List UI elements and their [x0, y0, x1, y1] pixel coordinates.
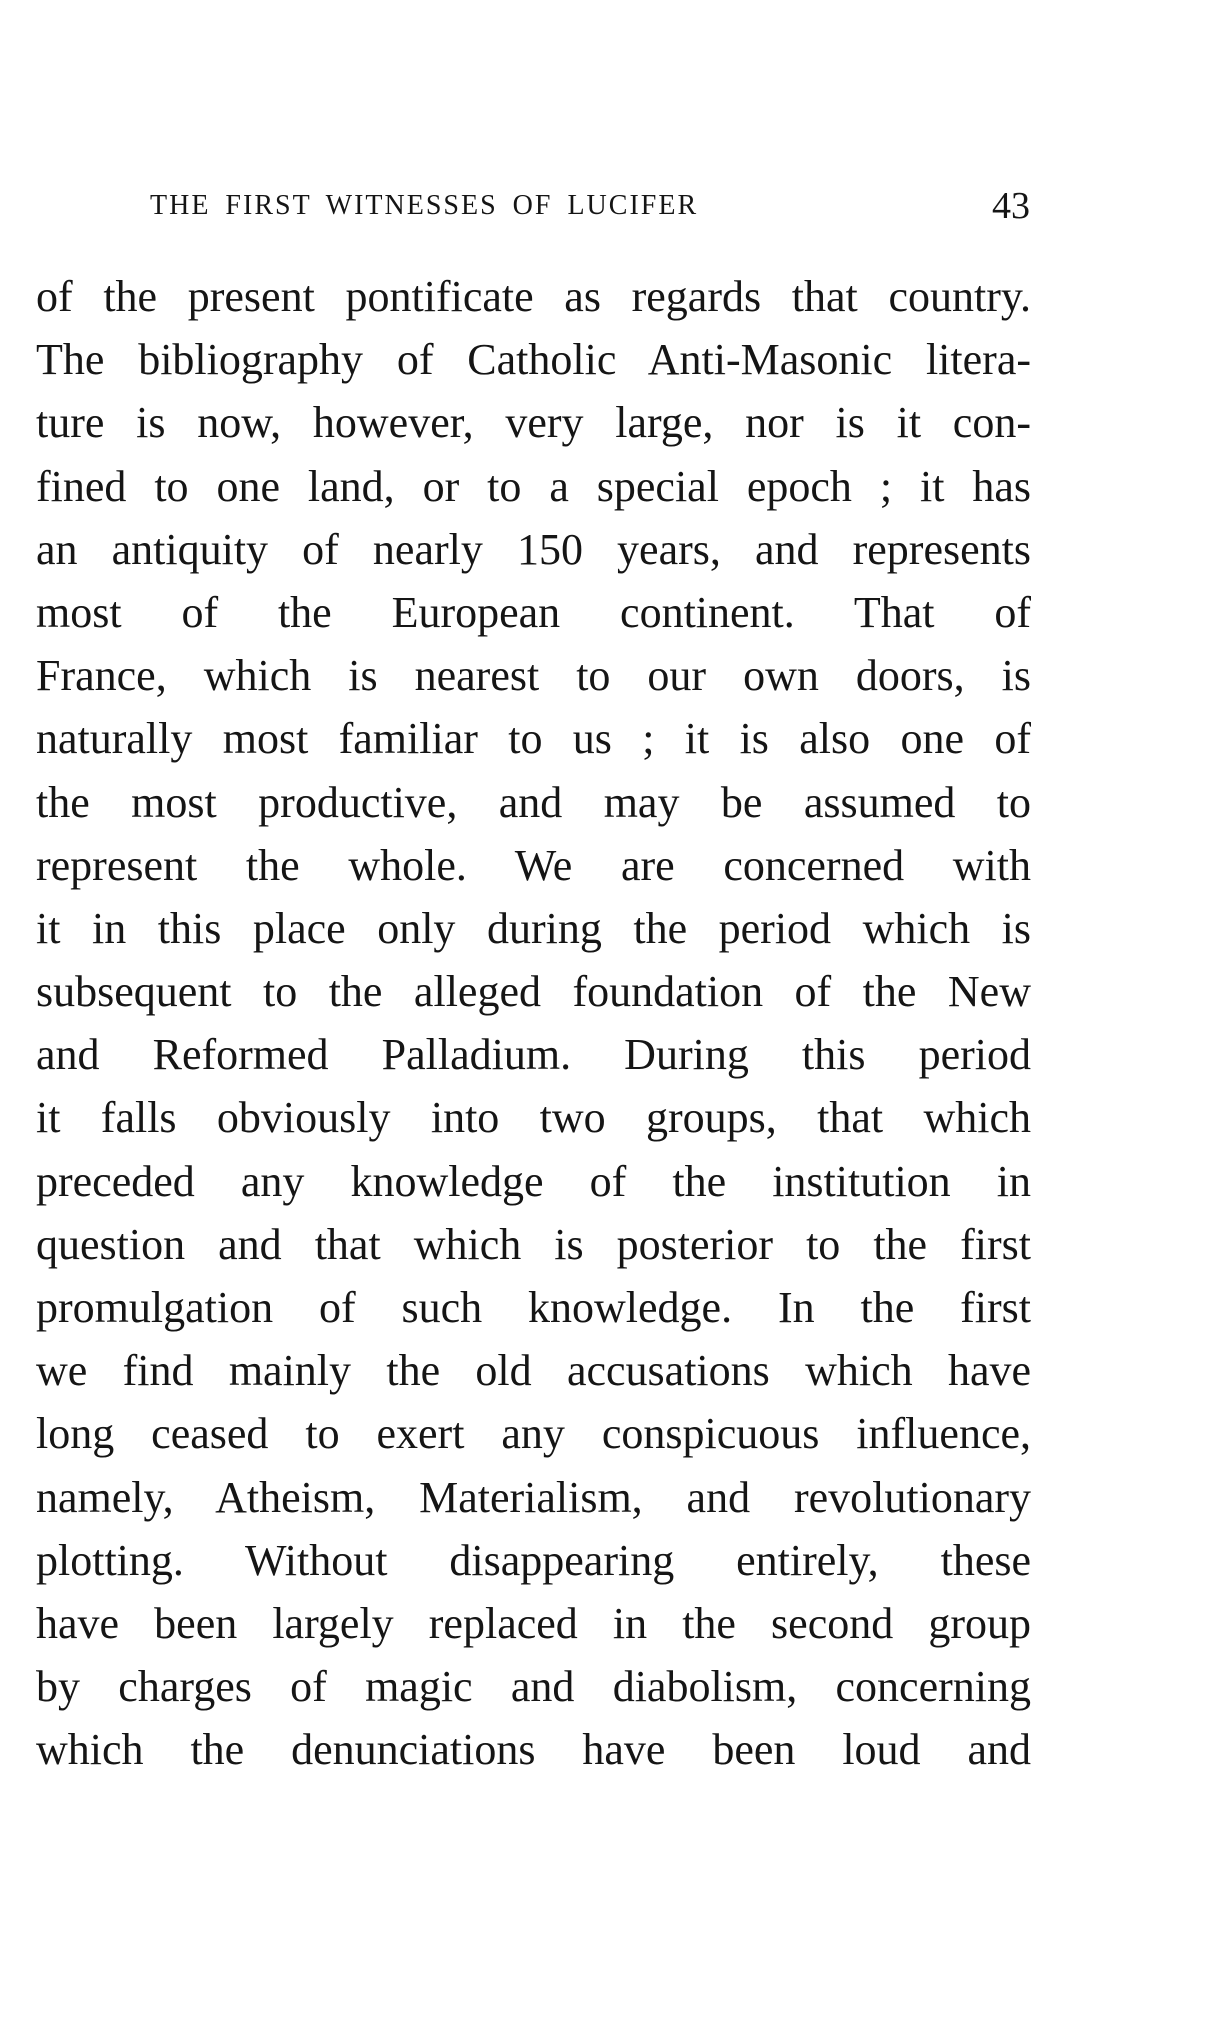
text-line: which the denunciations have been loud and: [36, 1725, 1031, 1775]
text-line: by charges of magic and diabolism, concerning: [36, 1662, 1031, 1712]
text-line: ture is now, however, very large, nor is it con-: [36, 398, 1031, 448]
running-title: THE FIRST WITNESSES OF LUCIFER: [150, 190, 699, 221]
text-line: France, which is nearest to our own doors, is: [36, 651, 1031, 701]
text-line: fined to one land, or to a special epoch ; it has: [36, 461, 1031, 511]
text-line: long ceased to exert any conspicuous influence,: [36, 1409, 1031, 1459]
text-line: most of the European continent. That of: [36, 587, 1031, 637]
text-line: it in this place only during the period which is: [36, 903, 1031, 953]
text-line: an antiquity of nearly 150 years, and represents: [36, 524, 1031, 574]
text-line: represent the whole. We are concerned with: [36, 840, 1031, 890]
page-number: 43: [992, 185, 1030, 227]
text-line: of the present pontificate as regards that country.: [36, 272, 1031, 321]
text-line: we find mainly the old accusations which have: [36, 1346, 1031, 1396]
running-head: [150, 184, 1030, 234]
text-line: plotting. Without disappearing entirely, these: [36, 1535, 1031, 1585]
text-line: preceded any knowledge of the institution in: [36, 1156, 1031, 1206]
text-line: naturally most familiar to us ; it is also one of: [36, 714, 1031, 764]
text-line: subsequent to the alleged foundation of the New: [36, 967, 1031, 1017]
body-text: [36, 265, 1031, 1782]
text-line: and Reformed Palladium. During this period: [36, 1030, 1031, 1080]
text-line: promulgation of such knowledge. In the first: [36, 1283, 1031, 1332]
text-line: it falls obviously into two groups, that which: [36, 1093, 1031, 1143]
text-line: have been largely replaced in the second group: [36, 1598, 1031, 1648]
text-line: namely, Atheism, Materialism, and revolutionary: [36, 1472, 1031, 1522]
text-line: the most productive, and may be assumed to: [36, 777, 1031, 827]
text-line: question and that which is posterior to the first: [36, 1219, 1031, 1269]
text-line: The bibliography of Catholic Anti-Masonic litera-: [36, 335, 1031, 385]
